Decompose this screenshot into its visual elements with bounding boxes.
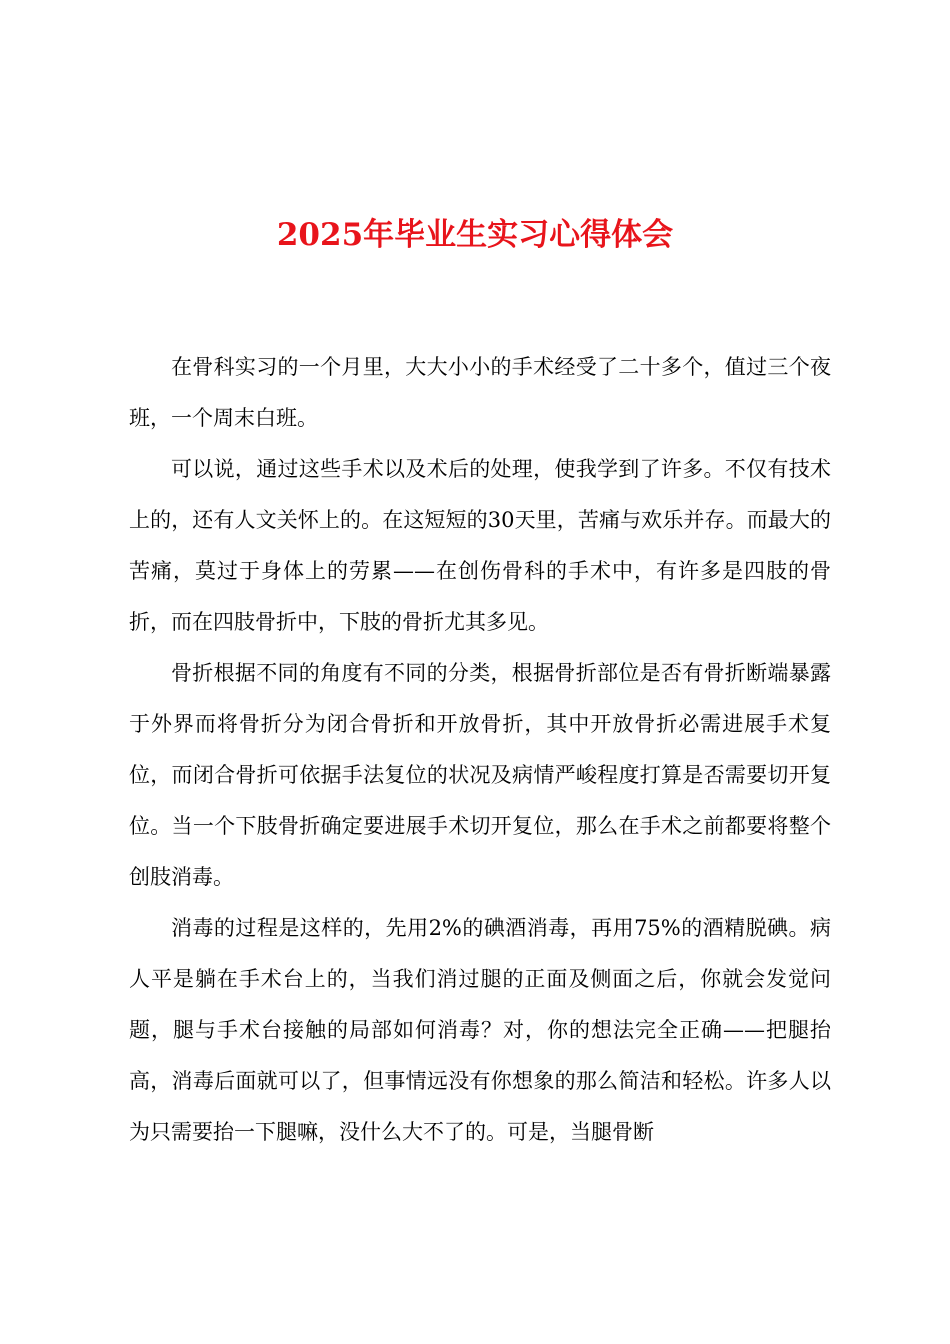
paragraph: 消毒的过程是这样的，先用2%的碘酒消毒，再用75%的酒精脱碘。病人平是躺在手术台上的，当我们消过腿的正面及侧面之后，你就会发觉问题，腿与手术台接触的局部如何消毒？对，你的想法完全正确——把腿抬高，消毒后面就可以了，但事情远没有你想象的那么简洁和轻松。许多人以为只需要抬一下腿嘛，没什么大不了的。可是，当腿骨断 xyxy=(129,916,831,1144)
paragraph: 在骨科实习的一个月里，大大小小的手术经受了二十多个，值过三个夜班，一个周末白班。 xyxy=(129,355,831,430)
paragraph: 骨折根据不同的角度有不同的分类，根据骨折部位是否有骨折断端暴露于外界而将骨折分为闭合骨折和开放骨折，其中开放骨折必需进展手术复位，而闭合骨折可依据手法复位的状况及病情严峻程度打算是否需要切开复位。当一个下肢骨折确定要进展手术切开复位，那么在手术之前都要将整个创肢消毒。 xyxy=(129,661,831,889)
paragraph: 可以说，通过这些手术以及术后的处理，使我学到了许多。不仅有技术上的，还有人文关怀上的。在这短短的30天里，苦痛与欢乐并存。而最大的苦痛，莫过于身体上的劳累——在创伤骨科的手术中，有许多是四肢的骨折，而在四肢骨折中，下肢的骨折尤其多见。 xyxy=(129,457,831,634)
document-title: 2025年毕业生实习心得体会 xyxy=(276,217,674,253)
document-body xyxy=(129,342,831,1158)
